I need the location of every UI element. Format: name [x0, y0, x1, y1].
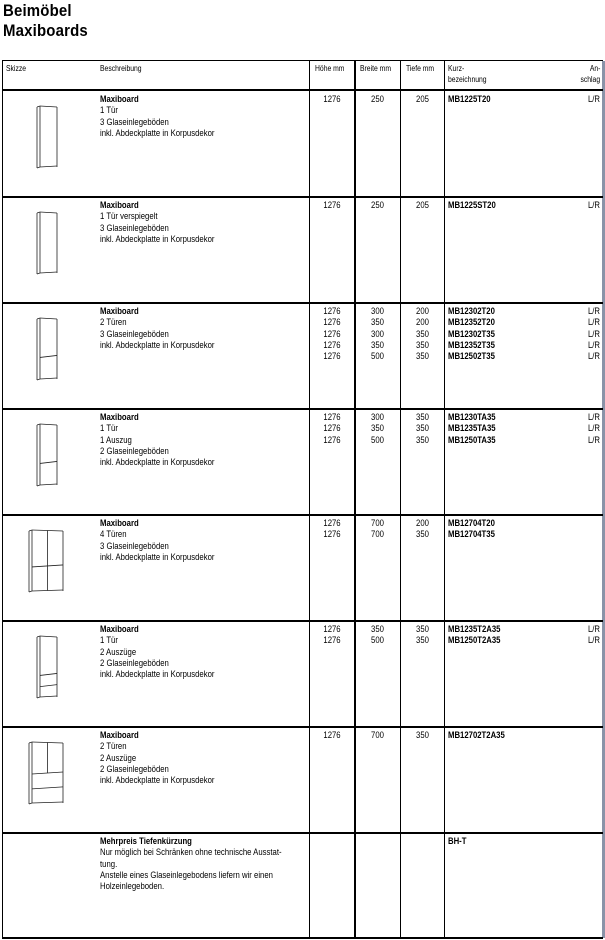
- description: [100, 624, 214, 680]
- description: [100, 94, 214, 139]
- description-line: inkl. Abdeckplatte in Korpusdekor: [100, 669, 215, 680]
- description-line: 3 Glaseinlegeböden: [100, 328, 169, 339]
- hinge-side: L/R: [587, 351, 600, 362]
- description-title: Maxiboard: [100, 94, 139, 104]
- tiefe-value: 200: [416, 317, 429, 328]
- hinge-side: L/R: [587, 412, 600, 422]
- tiefe-value: 350: [416, 434, 429, 445]
- hinge-side: L/R: [587, 306, 600, 316]
- column-divider: [444, 60, 445, 939]
- row-divider: [2, 408, 603, 410]
- hinge-side: L/R: [587, 339, 600, 350]
- description-line: 2 Türen: [100, 741, 127, 752]
- breite-value: 500: [371, 351, 384, 362]
- description-line: 1 Tür: [100, 105, 118, 116]
- column-divider: [2, 60, 3, 939]
- description: [100, 730, 214, 786]
- tiefe-value: 205: [416, 200, 429, 210]
- tiefe-value: 200: [416, 306, 429, 316]
- description-title: Maxiboard: [100, 306, 139, 316]
- two-door-cabinet-icon: [36, 316, 60, 389]
- short-code: MB12352T35: [448, 339, 495, 350]
- description-line: 3 Glaseinlegeböden: [100, 540, 169, 551]
- row-divider: [2, 302, 603, 304]
- header-tiefe: Tiefe mm: [406, 64, 435, 73]
- description-line: inkl. Abdeckplatte in Korpusdekor: [100, 339, 215, 350]
- hoehe-value: 1276: [323, 529, 341, 540]
- description-line: 1 Tür: [100, 423, 118, 434]
- description-line: inkl. Abdeckplatte in Korpusdekor: [100, 127, 215, 138]
- hoehe-value: 1276: [323, 624, 341, 634]
- title-line-1: Beimöbel: [3, 1, 72, 20]
- door-two-drawer-cabinet-icon: [36, 634, 60, 707]
- description-line: 2 Glaseinlegeböden: [100, 763, 169, 774]
- column-divider: [309, 60, 310, 939]
- table-bottom-border: [2, 937, 603, 939]
- short-code: BH-T: [448, 836, 467, 846]
- description-line: inkl. Abdeckplatte in Korpusdekor: [100, 775, 215, 786]
- breite-value: 500: [371, 635, 384, 646]
- header-hoehe: Höhe mm: [315, 64, 345, 73]
- hoehe-value: 1276: [323, 317, 341, 328]
- header-bottom-border: [2, 89, 603, 91]
- description-line: 2 Auszüge: [100, 646, 137, 657]
- page-title: [3, 1, 88, 41]
- hoehe-value: 1276: [323, 339, 341, 350]
- short-code: MB12702T2A35: [448, 730, 505, 740]
- breite-value: 350: [371, 624, 384, 634]
- four-door-cabinet-icon: [28, 528, 66, 601]
- description-title: Maxiboard: [100, 518, 139, 528]
- header-beschreibung: Beschreibung: [100, 64, 142, 73]
- hinge-side: L/R: [587, 94, 600, 104]
- row-divider: [2, 726, 603, 728]
- short-code: MB1250T2A35: [448, 635, 501, 646]
- breite-value: 350: [371, 317, 384, 328]
- description-line: 2 Glaseinlegeböden: [100, 657, 169, 668]
- description-line: tung.: [100, 858, 118, 869]
- single-door-cabinet-icon: [36, 104, 60, 177]
- tiefe-value: 350: [416, 624, 429, 634]
- header-breite: Breite mm: [360, 64, 391, 73]
- header-anschlag-1: An-: [589, 64, 600, 73]
- hoehe-value: 1276: [323, 518, 341, 528]
- breite-value: 700: [371, 529, 384, 540]
- short-code: MB1235TA35: [448, 423, 496, 434]
- hinge-side: L/R: [587, 434, 600, 445]
- short-code: MB1250TA35: [448, 434, 496, 445]
- description-line: 1 Tür verspiegelt: [100, 211, 158, 222]
- hoehe-value: 1276: [323, 328, 341, 339]
- tiefe-value: 200: [416, 518, 429, 528]
- tiefe-value: 350: [416, 339, 429, 350]
- tiefe-value: 350: [416, 412, 429, 422]
- hinge-side: L/R: [587, 624, 600, 634]
- title-line-2: Maxiboards: [3, 21, 88, 40]
- row-divider: [2, 196, 603, 198]
- hoehe-value: 1276: [323, 423, 341, 434]
- description-line: Holzeinlegeboden.: [100, 881, 165, 892]
- description: [100, 836, 282, 892]
- description-line: inkl. Abdeckplatte in Korpusdekor: [100, 233, 215, 244]
- breite-value: 300: [371, 306, 384, 316]
- breite-value: 250: [371, 94, 384, 104]
- short-code: MB1225ST20: [448, 200, 496, 210]
- breite-value: 700: [371, 730, 384, 740]
- hoehe-value: 1276: [323, 200, 341, 210]
- tiefe-value: 350: [416, 351, 429, 362]
- header-skizze: Skizze: [6, 64, 27, 73]
- breite-value: 300: [371, 328, 384, 339]
- hoehe-value: 1276: [323, 434, 341, 445]
- hinge-side: L/R: [587, 635, 600, 646]
- hinge-side: L/R: [587, 317, 600, 328]
- hoehe-value: 1276: [323, 306, 341, 316]
- description-line: inkl. Abdeckplatte in Korpusdekor: [100, 551, 215, 562]
- short-code: MB1235T2A35: [448, 624, 501, 634]
- description-title: Maxiboard: [100, 200, 139, 210]
- description-line: 2 Türen: [100, 317, 127, 328]
- short-code: MB12352T20: [448, 317, 495, 328]
- breite-value: 250: [371, 200, 384, 210]
- description-title: Mehrpreis Tiefenkürzung: [100, 836, 192, 846]
- description-line: 2 Auszüge: [100, 752, 137, 763]
- breite-value: 350: [371, 423, 384, 434]
- breite-value: 350: [371, 339, 384, 350]
- hoehe-value: 1276: [323, 94, 341, 104]
- short-code: MB12502T35: [448, 351, 495, 362]
- row-divider: [2, 832, 603, 834]
- description-line: 3 Glaseinlegeböden: [100, 116, 169, 127]
- tiefe-value: 350: [416, 635, 429, 646]
- hoehe-value: 1276: [323, 351, 341, 362]
- hoehe-value: 1276: [323, 730, 341, 740]
- tiefe-value: 350: [416, 328, 429, 339]
- short-code: MB12302T35: [448, 328, 495, 339]
- short-code: MB1225T20: [448, 94, 491, 104]
- tiefe-value: 350: [416, 423, 429, 434]
- breite-value: 500: [371, 434, 384, 445]
- description-title: Maxiboard: [100, 730, 139, 740]
- hinge-side: L/R: [587, 200, 600, 210]
- tiefe-value: 350: [416, 730, 429, 740]
- hoehe-value: 1276: [323, 412, 341, 422]
- header-kurz-1: Kurz-: [448, 64, 465, 73]
- tiefe-value: 205: [416, 94, 429, 104]
- table-top-border: [2, 60, 603, 61]
- header-anschlag-2: schlag: [580, 75, 600, 84]
- short-code: MB12704T20: [448, 518, 495, 528]
- short-code: MB12704T35: [448, 529, 495, 540]
- breite-value: 300: [371, 412, 384, 422]
- column-divider: [354, 60, 356, 939]
- two-door-two-drawer-cabinet-icon: [28, 740, 66, 813]
- door-drawer-cabinet-icon: [36, 422, 60, 495]
- description: [100, 518, 214, 563]
- breite-value: 700: [371, 518, 384, 528]
- short-code: MB1230TA35: [448, 412, 496, 422]
- description-line: 1 Auszug: [100, 434, 132, 445]
- description-line: 2 Glaseinlegeböden: [100, 445, 169, 456]
- mirrored-door-cabinet-icon: [36, 210, 60, 283]
- description-line: 4 Türen: [100, 529, 127, 540]
- hoehe-value: 1276: [323, 635, 341, 646]
- hinge-side: L/R: [587, 423, 600, 434]
- description-line: inkl. Abdeckplatte in Korpusdekor: [100, 457, 215, 468]
- description-line: 1 Tür: [100, 635, 118, 646]
- header-kurz-2: bezeichnung: [448, 75, 487, 84]
- description-line: Nur möglich bei Schränken ohne technische Ausstat-: [100, 847, 282, 858]
- column-divider: [400, 60, 401, 939]
- description: [100, 306, 214, 351]
- short-code: MB12302T20: [448, 306, 495, 316]
- description-line: Anstelle eines Glaseinlegebodens liefern wir einen: [100, 869, 273, 880]
- description: [100, 200, 214, 245]
- hinge-side: L/R: [587, 328, 600, 339]
- description-title: Maxiboard: [100, 412, 139, 422]
- tiefe-value: 350: [416, 529, 429, 540]
- row-divider: [2, 620, 603, 622]
- description-line: 3 Glaseinlegeböden: [100, 222, 169, 233]
- description: [100, 412, 214, 468]
- description-title: Maxiboard: [100, 624, 139, 634]
- row-divider: [2, 514, 603, 516]
